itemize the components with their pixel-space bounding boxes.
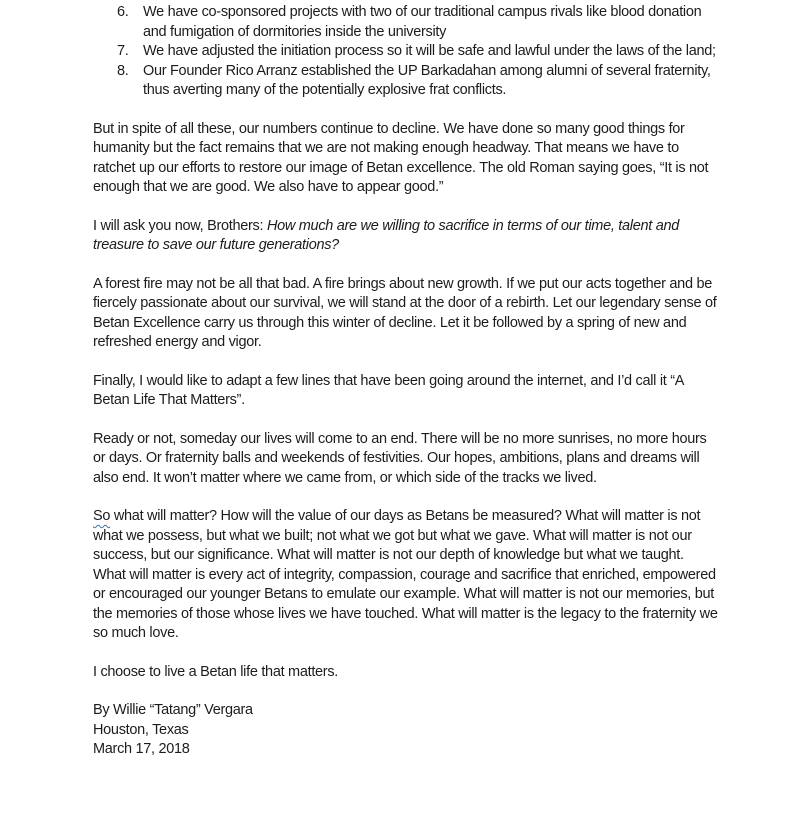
paragraph-forest-fire: A forest fire may not be all that bad. A fire brings about new growth. If we put our acts together and be fiercely passionate about our survival, we will stand at the door of a rebirth. Let our legendary sense of Betan Excellence carry us through this winter of decline. Let it be followed by a spring of new and refreshed energy and vigor.	[93, 275, 717, 350]
paragraph-what-will-matter	[93, 507, 718, 644]
paragraph-question-lead: I will ask you now, Brothers:	[93, 217, 267, 234]
signature-date: March 17, 2018	[93, 741, 190, 757]
paragraph-choose: I choose to live a Betan life that matters.	[93, 663, 339, 680]
paragraph-ready-or-not: Ready or not, someday our lives will come to an end. There will be no more sunrises, no more hours or days. Or fraternity balls and weekends of festivities. Our hopes, ambitions, plans and dreams will also end. It won’t matter where we came from, or which side of the tracks we lived.	[93, 430, 707, 486]
numbered-list	[93, 3, 718, 101]
list-item-7	[93, 42, 718, 62]
signature-author: By Willie “Tatang” Vergara	[93, 702, 253, 718]
list-item-number: 6.	[117, 4, 129, 20]
list-item-text: Our Founder Rico Arranz established the UP Barkadahan among alumni of several fraternity, thus averting many of the potentially explosive frat conflicts.	[143, 62, 711, 98]
list-item-8	[93, 62, 718, 101]
paragraph-question	[93, 217, 718, 256]
list-item-text: We have co-sponsored projects with two of our traditional campus rivals like blood donation and fumigation of dormitories inside the university	[143, 4, 702, 40]
list-item-6	[93, 3, 718, 42]
spellcheck-flagged-word[interactable]: So	[93, 508, 111, 524]
document-body	[93, 3, 718, 760]
paragraph-question-italic: How much are we willing to sacrifice in terms of our time, talent and treasure to save our future generations?	[93, 217, 679, 253]
list-item-text: We have adjusted the initiation process so it will be safe and lawful under the laws of the land;	[143, 43, 716, 59]
signature-location: Houston, Texas	[93, 721, 189, 738]
list-item-number: 7.	[117, 43, 129, 59]
paragraph-decline: But in spite of all these, our numbers continue to decline. We have done so many good things for humanity but the fact remains that we are not making enough headway. That means we have to ratchet up our efforts to restore our image of Betan excellence. The old Roman saying goes, “It is not enough that we are good. We also have to appear good.”	[93, 120, 709, 195]
list-item-number: 8.	[117, 62, 129, 79]
paragraph-finally: Finally, I would like to adapt a few lines that have been going around the internet, and I’d call it “A Betan Life That Matters”.	[93, 372, 684, 408]
paragraph-what-will-matter-rest: what will matter? How will the value of our days as Betans be measured? What will matter is not what we possess, but what we built; not what we got but what we gave. What will matter is not our success, but our significance. What will matter is not our depth of knowledge but what we taught. What will matter is every act of integrity, compassion, courage and sacrifice that enriched, empowered or encouraged our younger Betans to emulate our example. What will matter is not our memories, but the memories of those whose lives we have touched. What will matter is the legacy to the fraternity we so much love.	[93, 508, 718, 641]
